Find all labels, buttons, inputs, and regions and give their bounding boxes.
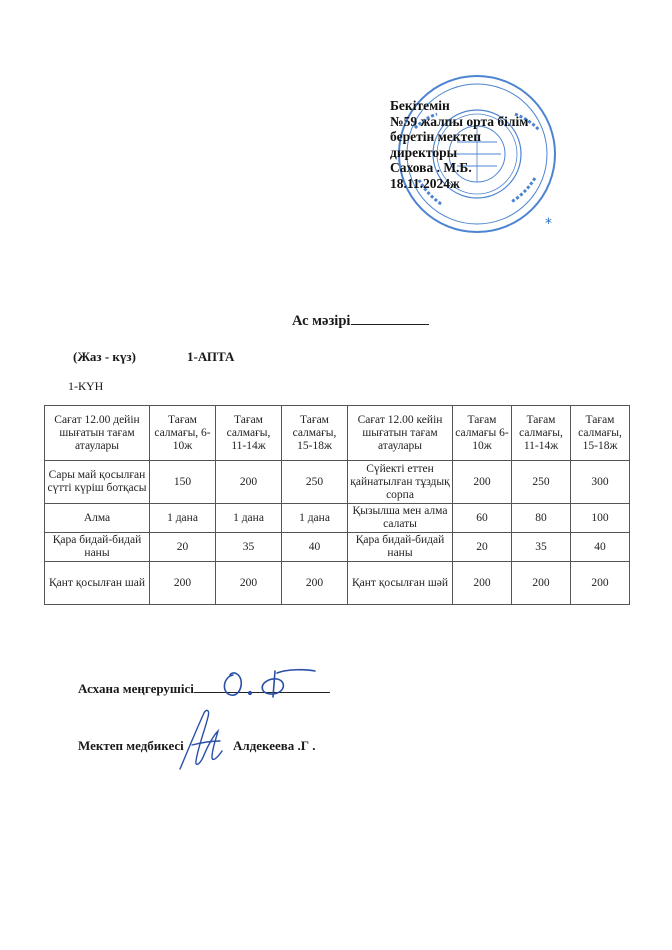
table-cell: 200 — [282, 562, 348, 605]
table-cell: 100 — [571, 504, 630, 533]
header-cell: Тағам салмағы, 6-10ж — [150, 406, 216, 461]
season-label: (Жаз - күз) — [73, 349, 136, 364]
table-cell: 200 — [453, 562, 512, 605]
table-cell: 200 — [150, 562, 216, 605]
nurse-label: Мектеп медбикесі — [78, 738, 184, 753]
table-cell: Қант қосылған шай — [45, 562, 150, 605]
page-title — [292, 311, 429, 330]
table-cell: 20 — [453, 533, 512, 562]
table-cell: 200 — [216, 562, 282, 605]
table-cell: 20 — [150, 533, 216, 562]
header-cell: Тағам салмағы, 11-14ж — [512, 406, 571, 461]
cook-handwritten-signature — [215, 663, 325, 703]
table-row — [45, 461, 630, 504]
header-cell: Сағат 12.00 кейін шығатын тағам атаулары — [348, 406, 453, 461]
table-cell: Қызылша мен алма салаты — [348, 504, 453, 533]
table-cell: 35 — [512, 533, 571, 562]
table-cell: Алма — [45, 504, 150, 533]
table-cell: 40 — [282, 533, 348, 562]
table-cell: Сары май қосылған сүтті күріш ботқасы — [45, 461, 150, 504]
header-cell: Тағам салмағы, 15-18ж — [571, 406, 630, 461]
header-cell: Сағат 12.00 дейін шығатын тағам атаулары — [45, 406, 150, 461]
table-cell: 200 — [571, 562, 630, 605]
table-cell: 250 — [282, 461, 348, 504]
cook-label: Асхана меңгерушісі — [78, 681, 194, 696]
table-cell: 250 — [512, 461, 571, 504]
header-cell: Тағам салмағы 6-10ж — [453, 406, 512, 461]
week-label: 1-АПТА — [187, 349, 235, 364]
nurse-handwritten-signature — [170, 705, 230, 775]
table-cell: 35 — [216, 533, 282, 562]
table-cell: 1 дана — [282, 504, 348, 533]
table-cell: Қант қосылған шәй — [348, 562, 453, 605]
table-cell: Қара бидай-бидай наны — [348, 533, 453, 562]
table-cell: 200 — [453, 461, 512, 504]
table-cell: 1 дана — [150, 504, 216, 533]
approval-line-director-name: Сахова . М.Б. — [390, 160, 472, 175]
table-row — [45, 533, 630, 562]
approval-line-approve: Бекітемін — [390, 98, 450, 113]
table-cell: 200 — [512, 562, 571, 605]
table-cell: 40 — [571, 533, 630, 562]
table-header-row — [45, 406, 630, 461]
table-cell: Сүйекті еттен қайнатылған тұздық сорпа — [348, 461, 453, 504]
nurse-name: Алдекеева .Г . — [233, 738, 316, 753]
table-cell: 150 — [150, 461, 216, 504]
header-cell: Тағам салмағы, 11-14ж — [216, 406, 282, 461]
day-label: 1-КҮН — [68, 379, 104, 393]
table-cell: 300 — [571, 461, 630, 504]
table-cell: 60 — [453, 504, 512, 533]
approval-line-school: №59 жалпы орта білім — [390, 113, 529, 129]
table-cell: 80 — [512, 504, 571, 533]
header-cell: Тағам салмағы, 15-18ж — [282, 406, 348, 461]
table-row — [45, 504, 630, 533]
approval-block — [390, 98, 590, 191]
table-row — [45, 562, 630, 605]
table-cell: 1 дана — [216, 504, 282, 533]
approval-line-school-type: беретін мектеп — [390, 129, 481, 144]
page-title-text: Ас мәзірі — [292, 313, 351, 329]
title-underline — [351, 311, 429, 325]
svg-text:*: * — [545, 216, 552, 232]
menu-table — [44, 405, 630, 605]
approval-line-position: директоры — [390, 144, 458, 160]
approval-line-date: 18.11.2024ж — [390, 175, 460, 191]
table-cell: Қара бидай-бидай наны — [45, 533, 150, 562]
table-cell: 200 — [216, 461, 282, 504]
